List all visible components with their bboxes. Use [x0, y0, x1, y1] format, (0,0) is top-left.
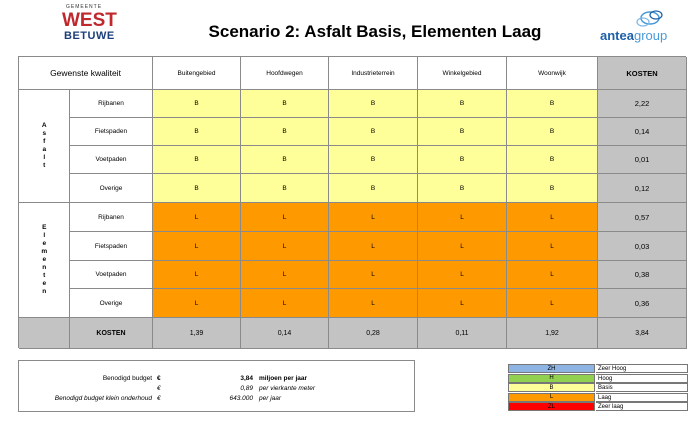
legend-item — [508, 402, 688, 411]
quality-cell: L — [507, 261, 598, 289]
budget-row — [19, 395, 414, 405]
group-label-asfalt — [19, 90, 70, 203]
group-label-text: Elementen — [40, 224, 48, 296]
budget-currency: € — [157, 385, 161, 392]
quality-cell: B — [153, 146, 241, 174]
row-kosten: 0,12 — [598, 174, 687, 203]
quality-cell: L — [241, 289, 329, 318]
quality-cell: L — [241, 203, 329, 232]
quality-cell: B — [507, 174, 598, 203]
row-kosten: 0,01 — [598, 146, 687, 174]
legend-swatch: H — [508, 374, 595, 383]
quality-cell: B — [418, 118, 507, 146]
quality-cell: L — [507, 289, 598, 318]
budget-unit: per vierkante meter — [259, 385, 315, 392]
quality-cell: B — [241, 174, 329, 203]
antea-brand: antea — [600, 28, 634, 43]
budget-unit: miljoen per jaar — [259, 375, 308, 382]
corner-label: Gewenste kwaliteit — [19, 57, 153, 90]
quality-cell: B — [507, 90, 598, 118]
quality-cell: L — [153, 261, 241, 289]
row-label: Overige — [70, 289, 153, 318]
budget-value: 3,84 — [240, 375, 253, 382]
page-title: Scenario 2: Asfalt Basis, Elementen Laag — [208, 22, 542, 41]
column-header: Buitengebied — [153, 57, 241, 90]
legend-swatch: B — [508, 383, 595, 392]
row-label: Rijbanen — [70, 203, 153, 232]
footer-kosten: 0,11 — [418, 318, 507, 349]
row-kosten: 0,38 — [598, 261, 687, 289]
quality-cell: B — [241, 118, 329, 146]
quality-cell: L — [153, 203, 241, 232]
budget-label: Benodigd budget — [102, 375, 152, 382]
quality-cell: B — [153, 174, 241, 203]
row-kosten: 2,22 — [598, 90, 687, 118]
quality-cell: L — [329, 289, 418, 318]
row-label: Voetpaden — [70, 146, 153, 174]
antea-group-logo — [600, 8, 688, 48]
logo-sub-text: BETUWE — [64, 30, 115, 42]
legend-label: Zeer Hoog — [596, 364, 688, 373]
column-header: Winkelgebied — [418, 57, 507, 90]
quality-cell: L — [241, 261, 329, 289]
legend-swatch: ZL — [508, 402, 595, 411]
footer-kosten: 1,92 — [507, 318, 598, 349]
column-header: Woonwijk — [507, 57, 598, 90]
budget-box — [18, 360, 415, 412]
quality-cell: B — [507, 146, 598, 174]
column-header: Industrieterrein — [329, 57, 418, 90]
legend-swatch: ZH — [508, 364, 595, 373]
group-label-text: Asfalt — [40, 122, 48, 170]
legend-label: Zeer laag — [596, 402, 688, 411]
quality-cell: B — [418, 90, 507, 118]
row-label: Fietspaden — [70, 118, 153, 146]
column-header: Hoofdwegen — [241, 57, 329, 90]
row-kosten: 0,57 — [598, 203, 687, 232]
quality-cost-table — [18, 56, 686, 348]
quality-cell: B — [241, 90, 329, 118]
kosten-header: KOSTEN — [598, 57, 687, 90]
quality-cell: L — [418, 289, 507, 318]
quality-cell: B — [329, 90, 418, 118]
quality-cell: B — [418, 146, 507, 174]
quality-cell: L — [329, 232, 418, 261]
footer-spacer — [19, 318, 70, 349]
row-label: Rijbanen — [70, 90, 153, 118]
footer-kosten: 0,28 — [329, 318, 418, 349]
legend — [508, 364, 688, 414]
logo-main-text: WEST — [62, 10, 117, 31]
footer-label: KOSTEN — [70, 318, 153, 349]
quality-cell: L — [418, 232, 507, 261]
quality-cell: L — [241, 232, 329, 261]
footer-kosten: 1,39 — [153, 318, 241, 349]
quality-cell: B — [418, 174, 507, 203]
legend-label: Laag — [596, 393, 688, 402]
row-kosten: 0,03 — [598, 232, 687, 261]
group-label-elementen — [19, 203, 70, 318]
quality-cell: L — [329, 203, 418, 232]
budget-currency: € — [157, 395, 161, 402]
budget-value: 0,89 — [240, 385, 253, 392]
budget-value: 643.000 — [229, 395, 253, 402]
row-label: Voetpaden — [70, 261, 153, 289]
row-label: Overige — [70, 174, 153, 203]
legend-item — [508, 364, 688, 373]
budget-unit: per jaar — [259, 395, 282, 402]
legend-item — [508, 383, 688, 392]
quality-cell: B — [153, 118, 241, 146]
antea-group: group — [633, 28, 668, 43]
antea-swirl-icon — [628, 8, 668, 30]
legend-item — [508, 393, 688, 402]
budget-label: Benodigd budget klein onderhoud — [54, 395, 152, 402]
quality-cell: L — [153, 289, 241, 318]
row-label: Fietspaden — [70, 232, 153, 261]
quality-cell: L — [507, 232, 598, 261]
legend-label: Basis — [596, 383, 688, 392]
legend-swatch: L — [508, 393, 595, 402]
quality-cell: B — [153, 90, 241, 118]
quality-cell: B — [329, 118, 418, 146]
quality-cell: B — [507, 118, 598, 146]
quality-cell: B — [241, 146, 329, 174]
quality-cell: L — [153, 232, 241, 261]
quality-cell: B — [329, 174, 418, 203]
quality-cell: L — [418, 261, 507, 289]
budget-row — [19, 385, 414, 395]
budget-row — [19, 375, 414, 385]
quality-cell: L — [329, 261, 418, 289]
footer-kosten: 0,14 — [241, 318, 329, 349]
footer-total: 3,84 — [598, 318, 687, 349]
quality-cell: L — [507, 203, 598, 232]
quality-cell: L — [418, 203, 507, 232]
logo-small-text: GEMEENTE — [66, 4, 103, 10]
legend-item — [508, 374, 688, 383]
row-kosten: 0,36 — [598, 289, 687, 318]
quality-cell: B — [329, 146, 418, 174]
budget-currency: € — [157, 375, 161, 382]
west-betuwe-logo — [62, 4, 130, 46]
legend-label: Hoog — [596, 374, 688, 383]
row-kosten: 0,14 — [598, 118, 687, 146]
